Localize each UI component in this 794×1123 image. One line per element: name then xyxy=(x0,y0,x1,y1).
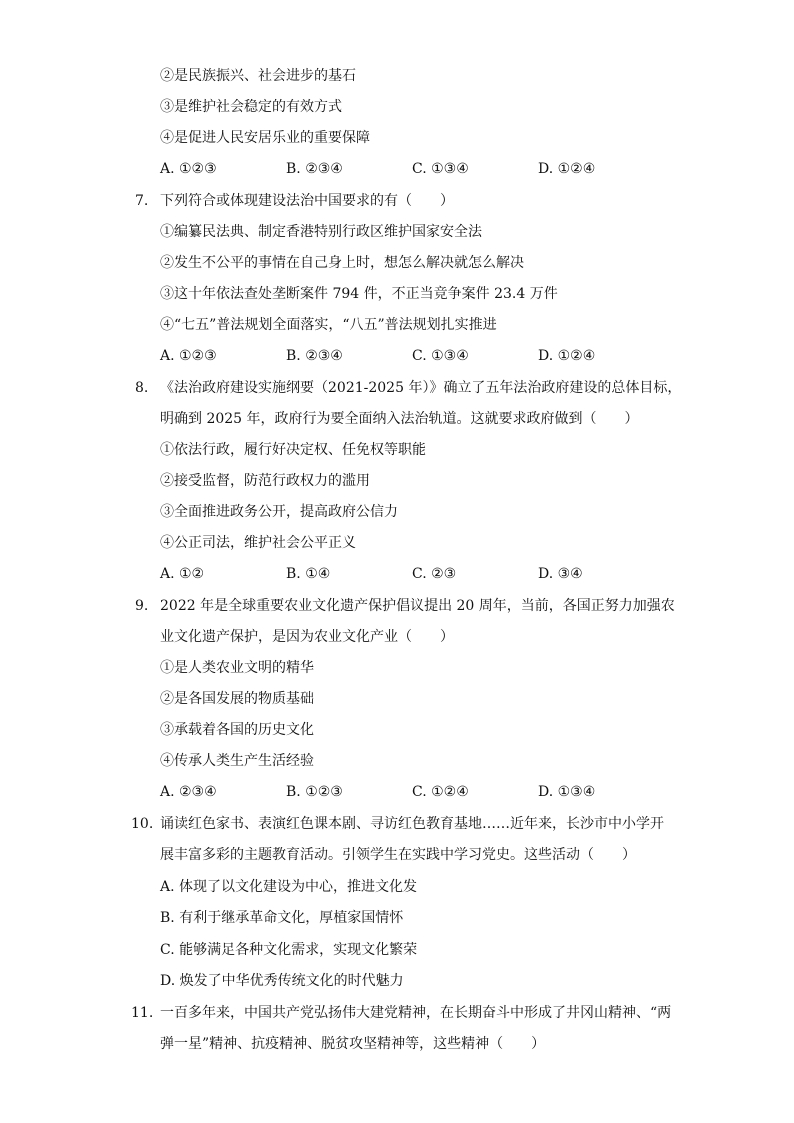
q7-option-c: C. ①③④ xyxy=(412,348,469,364)
q6-item-4: ④是促进人民安居乐业的重要保障 xyxy=(160,130,370,146)
q10-number: 10. xyxy=(131,816,154,832)
q10-stem-line-2: 展丰富多彩的主题教育活动。引领学生在实践中学习党史。这些活动（ ） xyxy=(160,847,636,863)
q7-option-d: D. ①②④ xyxy=(538,348,596,364)
q6-option-c: C. ①③④ xyxy=(412,161,469,177)
q9-option-a: A. ②③④ xyxy=(160,784,217,800)
q6-item-3: ③是维护社会稳定的有效方式 xyxy=(160,99,342,115)
q8-option-a: A. ①② xyxy=(160,566,205,582)
q7-item-2: ②发生不公平的事情在自己身上时，想怎么解决就怎么解决 xyxy=(160,255,524,271)
q7-item-3: ③这十年依法查处垄断案件 794 件，不正当竞争案件 23.4 万件 xyxy=(160,286,558,302)
q8-item-1: ①依法行政，履行好决定权、任免权等职能 xyxy=(160,442,426,458)
q9-item-2: ②是各国发展的物质基础 xyxy=(160,691,314,707)
q8-item-4: ④公正司法，维护社会公平正义 xyxy=(160,535,356,551)
q8-option-c: C. ②③ xyxy=(412,566,457,582)
q8-option-d: D. ③④ xyxy=(538,566,583,582)
q10-choice-b: B. 有利于继承革命文化，厚植家国情怀 xyxy=(160,910,404,926)
q9-option-b: B. ①②③ xyxy=(286,784,343,800)
q8-option-b: B. ①④ xyxy=(286,566,331,582)
q11-stem-line-1: 一百多年来，中国共产党弘扬伟大建党精神，在长期奋斗中形成了井冈山精神、“两 xyxy=(160,1005,672,1021)
q7-option-b: B. ②③④ xyxy=(286,348,343,364)
q9-item-3: ③承载着各国的历史文化 xyxy=(160,722,314,738)
q6-option-d: D. ①②④ xyxy=(538,161,596,177)
q9-item-4: ④传承人类生产生活经验 xyxy=(160,753,314,769)
q10-choice-d: D. 焕发了中华优秀传统文化的时代魅力 xyxy=(160,973,404,989)
q7-number: 7. xyxy=(135,193,149,209)
q6-item-2: ②是民族振兴、社会进步的基石 xyxy=(160,68,356,84)
q7-option-a: A. ①②③ xyxy=(160,348,217,364)
q8-item-2: ②接受监督，防范行政权力的滥用 xyxy=(160,473,370,489)
q10-choice-c: C. 能够满足各种文化需求，实现文化繁荣 xyxy=(160,942,418,958)
q11-stem-line-2: 弹一星”精神、抗疫精神、脱贫攻坚精神等，这些精神（ ） xyxy=(160,1036,546,1052)
q9-number: 9. xyxy=(135,598,149,614)
q9-option-c: C. ①②④ xyxy=(412,784,469,800)
q7-item-1: ①编纂民法典、制定香港特别行政区维护国家安全法 xyxy=(160,224,482,240)
q10-stem-line-1: 诵读红色家书、表演红色课本剧、寻访红色教育基地……近年来，长沙市中小学开 xyxy=(160,816,664,832)
q8-number: 8. xyxy=(135,380,149,396)
q7-stem: 下列符合或体现建设法治中国要求的有（ ） xyxy=(160,193,454,209)
q8-item-3: ③全面推进政务公开，提高政府公信力 xyxy=(160,504,398,520)
q6-option-b: B. ②③④ xyxy=(286,161,343,177)
q8-stem-line-2: 明确到 2025 年，政府行为要全面纳入法治轨道。这就要求政府做到（ ） xyxy=(160,411,639,427)
q10-choice-a: A. 体现了以文化建设为中心，推进文化发 xyxy=(160,879,418,895)
q11-number: 11. xyxy=(131,1005,154,1021)
q9-stem-line-2: 业文化遗产保护，是因为农业文化产业（ ） xyxy=(160,629,454,645)
q8-stem-line-1: 《法治政府建设实施纲要（2021-2025 年）》确立了五年法治政府建设的总体目标， xyxy=(160,380,682,396)
q6-option-a: A. ①②③ xyxy=(160,161,217,177)
q9-item-1: ①是人类农业文明的精华 xyxy=(160,660,314,676)
q7-item-4: ④“七五”普法规划全面落实，“八五”普法规划扎实推进 xyxy=(160,317,497,333)
q9-option-d: D. ①③④ xyxy=(538,784,596,800)
q9-stem-line-1: 2022 年是全球重要农业文化遗产保护倡议提出 20 周年，当前，各国正努力加强农 xyxy=(160,598,675,614)
